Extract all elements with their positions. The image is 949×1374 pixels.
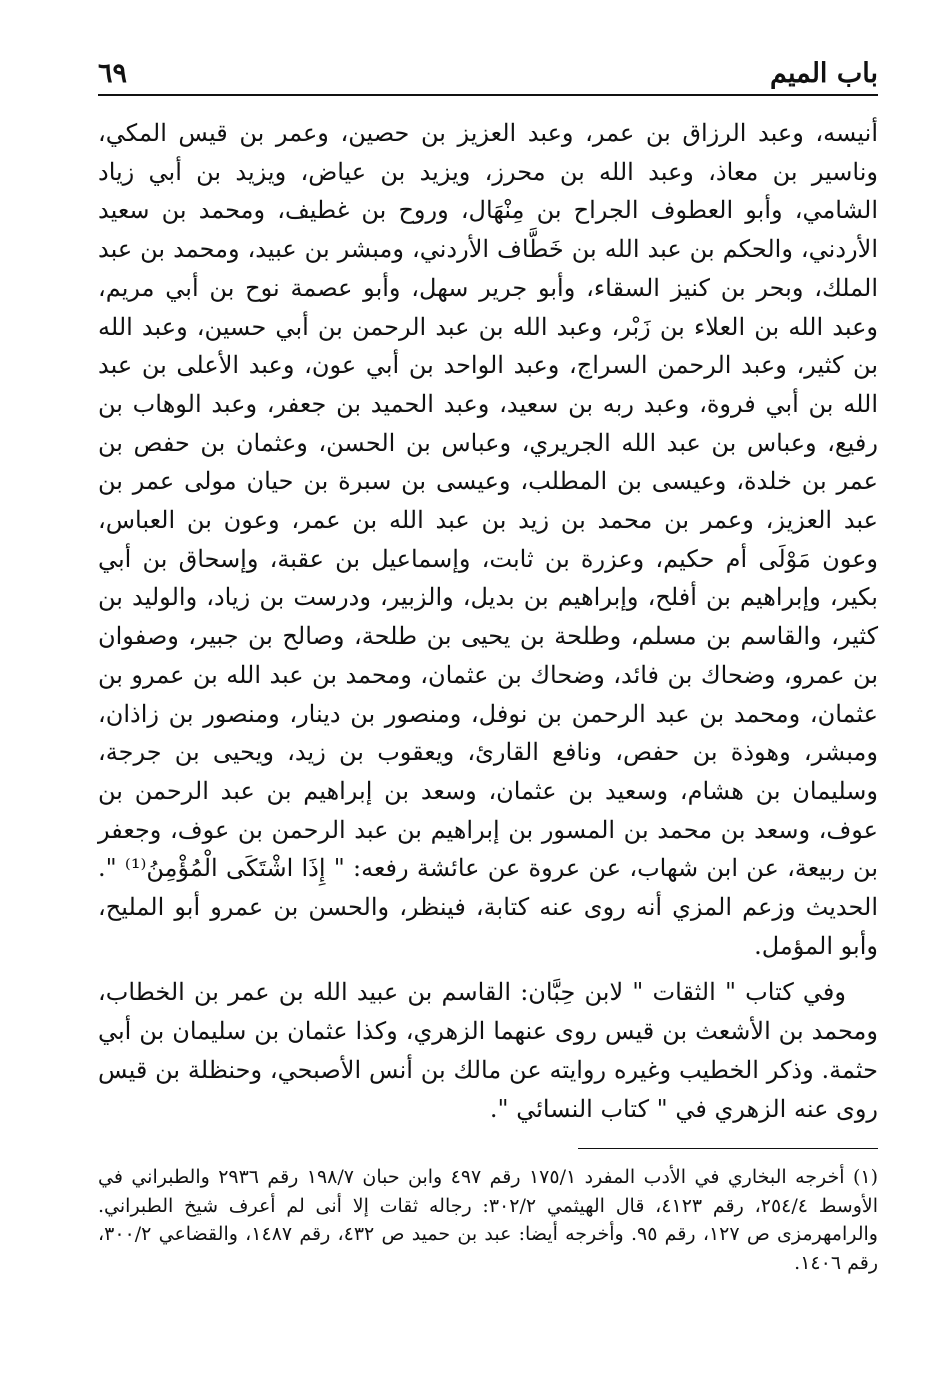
book-page [98,52,878,1342]
page-number: ٦٩ [98,58,128,89]
footnote-separator [578,1148,878,1149]
body-paragraph-1: أنيسه، وعبد الرزاق بن عمر، وعبد العزيز بن حصين، وعمر بن قيس المكي، وناسير بن معاذ، وعبد الله بن محرز، ويزيد بن عياض، ويزيد بن أبي زياد الشامي، وأبو العطوف الجراح بن مِنْهَال، وروح بن غطيف، ومحمد بن سعيد الأردني، والحكم بن عبد الله بن خَطَّاف الأردني، ومبشر بن عبيد، ومحمد بن عبد الملك، وبحر بن كنيز السقاء، وأبو جرير سهل، وأبو عصمة نوح بن أبي مريم، وعبد الله بن العلاء بن زَبْر، وعبد الله بن عبد الرحمن بن أبي حسين، وعبد الله بن كثير، وعبد الرحمن السراج، وعبد الواحد بن أبي عون، وعبد الأعلى بن عبد الله بن أبي فروة، وعبد ربه بن سعيد، وعبد الحميد بن جعفر، وعبد الوهاب بن رفيع، وعباس بن عبد الله الجريري، وعباس بن الحسن، وعثمان بن حفص بن عمر بن خلدة، وعيسى بن المطلب، وعيسى بن سبرة بن حيان مولى عمر بن عبد العزيز، وعمر بن محمد بن زيد بن عبد الله بن عمر، وعون بن العباس، وعون مَوْلَى أم حكيم، وعزرة بن ثابت، وإسماعيل بن عقبة، وإسحاق بن أبي بكير، وإبراهيم بن أفلح، وإبراهيم بن بديل، والزبير، ودرست بن زياد، والوليد بن كثير، والقاسم بن مسلم، وطلحة بن يحيى بن طلحة، وصالح بن جبير، وصفوان بن عمرو، وضحاك بن فائد، وضحاك بن عثمان، ومحمد بن عبد الله بن عمرو بن عثمان، ومحمد بن عبد الرحمن بن نوفل، ومنصور بن دينار، ومنصور بن زاذان، ومبشر، وهوذة بن حفص، ونافع القارئ، ويعقوب بن زيد، ويحيى بن جرجة، وسليمان بن هشام، وسعيد بن عثمان، وسعد بن إبراهيم بن عبد الرحمن بن عوف، وسعد بن محمد بن المسور بن إبراهيم بن عبد الرحمن بن عوف، وجعفر بن ربيعة، عن ابن شهاب، عن عروة عن عائشة رفعه: " إِذَا اشْتَكَى الْمُؤْمِنُ⁽¹⁾ ". الحديث وزعم المزي أنه روى عنه كتابة، فينظر، والحسن بن عمرو أبو المليح، وأبو المؤمل. [98,119,879,960]
main-text [98,114,878,1128]
footnote-1: (١) أخرجه البخاري في الأدب المفرد ١٧٥/١ رقم ٤٩٧ وابن حبان ١٩٨/٧ رقم ٢٩٣٦ والطبراني في الأوسط ٢٥٤/٤، رقم ٤١٢٣، قال الهيثمي ٣٠٢/٢: رجاله ثقات إلا أنى لم أعرف شيخ الطبراني. والرامهرمزى ص ١٢٧، رقم ٩٥. وأخرجه أيضا: عبد بن حميد ص ٤٣٢، رقم ١٤٨٧، والقضاعي ٣٠٠/٢، رقم ١٤٠٦. [98,1166,879,1274]
running-header [98,52,878,96]
footnotes [98,1163,878,1277]
chapter-title: باب الميم [769,58,878,89]
body-paragraph-2: وفي كتاب " الثقات " لابن حِبَّان: القاسم بن عبيد الله بن عمر بن الخطاب، ومحمد بن الأشعث بن قيس روى عنهما الزهري، وكذا عثمان بن سليمان بن أبي حثمة. وذكر الخطيب وغيره روايته عن مالك بن أنس الأصبحي، وحنظلة بن قيس روى عنه الزهري في " كتاب النسائي ". [98,978,878,1123]
